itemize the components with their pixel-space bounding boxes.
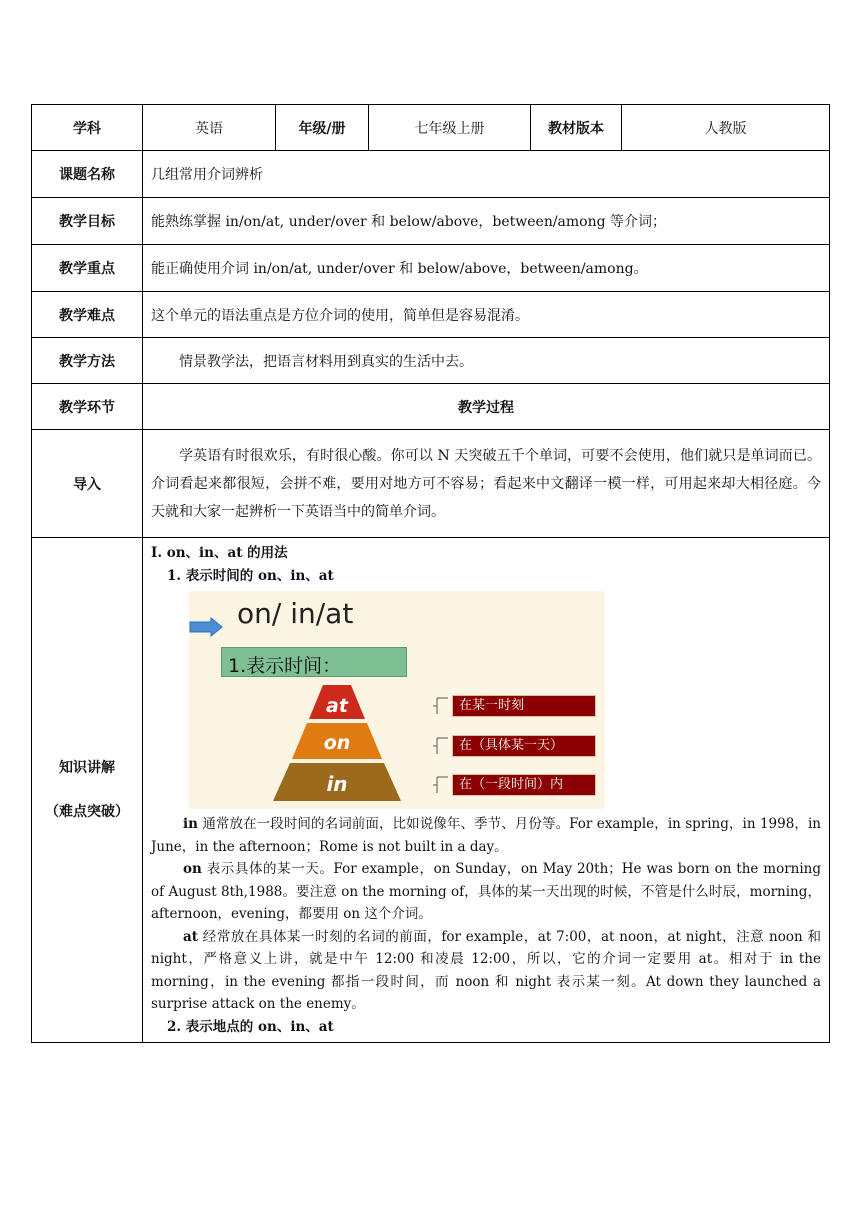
pyramid-label-in: in <box>326 772 348 796</box>
difficulty-label: 教学难点 <box>32 292 143 338</box>
lead-in: in <box>183 816 198 832</box>
intro-label: 导入 <box>32 430 143 538</box>
subsection-place: 2. 表示地点的 on、in、at <box>167 1018 334 1035</box>
difficulty-value: 这个单元的语法重点是方位介词的使用，简单但是容易混淆。 <box>143 292 830 338</box>
focus-value: 能正确使用介词 in/on/at, under/over 和 below/above，between/among。 <box>143 245 830 292</box>
text-at: 经常放在具体某一时刻的名词的前面，for example，at 7:00，at noon，at night，注意 noon 和 night，严格意义上讲，就是中午 12:00 和凌晨 12:00，所以，它的介词一定要用 at。相对于 in the morning，in the evening 都指一段时间，而 noon 和 night 表示某一刻。At down they launched a surprise attack on the enemy。 <box>151 928 821 1012</box>
lead-on: on <box>183 861 202 877</box>
edition-value: 人教版 <box>622 105 830 151</box>
arrow-right-icon <box>189 617 223 637</box>
knowledge-sublabel: （难点突破） <box>45 804 129 820</box>
knowledge-label-cell <box>32 538 143 1043</box>
intro-text: 学英语有时很欢乐，有时很心酸。你可以 N 天突破五千个单词，可要不会使用，他们就只是单词而已。介词看起来都很短，会拼不难，要用对地方可不容易；看起来中文翻译一模一样，可用起来却大相径庭。今天就和大家一起辨析一下英语当中的简单介词。 <box>151 447 821 520</box>
time-slide-image <box>189 591 605 809</box>
grade-value: 七年级上册 <box>369 105 531 151</box>
subject-label: 学科 <box>32 105 143 151</box>
text-in: 通常放在一段时间的名词前面，比如说像年、季节、月份等。For example，in spring，in 1998，in June，in the afternoon；Rome is not built in a day。 <box>151 816 821 855</box>
slide-title: on/ in/at <box>237 597 354 630</box>
lead-at: at <box>183 928 198 945</box>
time-pyramid <box>267 685 407 805</box>
grade-label: 年级/册 <box>276 105 369 151</box>
edition-label: 教材版本 <box>531 105 622 151</box>
pyramid-label-at: at <box>326 695 348 717</box>
slide-green-box: 1.表示时间： <box>221 647 407 677</box>
tag-period: 在（一段时间）内 <box>452 774 596 796</box>
bracket-icon <box>433 737 449 755</box>
pyramid-label-on: on <box>323 732 351 754</box>
paragraph-on <box>151 858 821 926</box>
tag-day: 在（具体某一天） <box>452 735 596 757</box>
focus-label: 教学重点 <box>32 245 143 292</box>
knowledge-label: 知识讲解 <box>59 760 115 776</box>
topic-label: 课题名称 <box>32 151 143 198</box>
topic-value: 几组常用介词辨析 <box>143 151 830 198</box>
method-value: 情景教学法，把语言材料用到真实的生活中去。 <box>143 338 830 384</box>
subject-value: 英语 <box>143 105 276 151</box>
goal-value: 能熟练掌握 in/on/at, under/over 和 below/above，between/among 等介词； <box>143 198 830 245</box>
knowledge-content <box>143 538 830 1043</box>
method-label: 教学方法 <box>32 338 143 384</box>
bracket-icon <box>433 697 449 715</box>
stage-label: 教学环节 <box>32 384 143 430</box>
paragraph-at <box>151 926 821 1016</box>
lesson-plan-table <box>31 104 830 1043</box>
subsection-time: 1. 表示时间的 on、in、at <box>167 567 334 584</box>
section-title: I. on、in、at 的用法 <box>151 545 288 561</box>
intro-cell <box>143 430 830 538</box>
process-label: 教学过程 <box>143 384 830 430</box>
text-on: 表示具体的某一天。For example，on Sunday，on May 20th；He was born on the morning of August 8th,1988。要注意 on the morning of，具体的某一天出现的时候，不管是什么时辰，morning，afternoon，evening，都要用 on 这个介词。 <box>151 861 821 922</box>
paragraph-in <box>151 813 821 858</box>
bracket-icon <box>433 776 449 794</box>
tag-moment: 在某一时刻 <box>452 695 596 717</box>
goal-label: 教学目标 <box>32 198 143 245</box>
